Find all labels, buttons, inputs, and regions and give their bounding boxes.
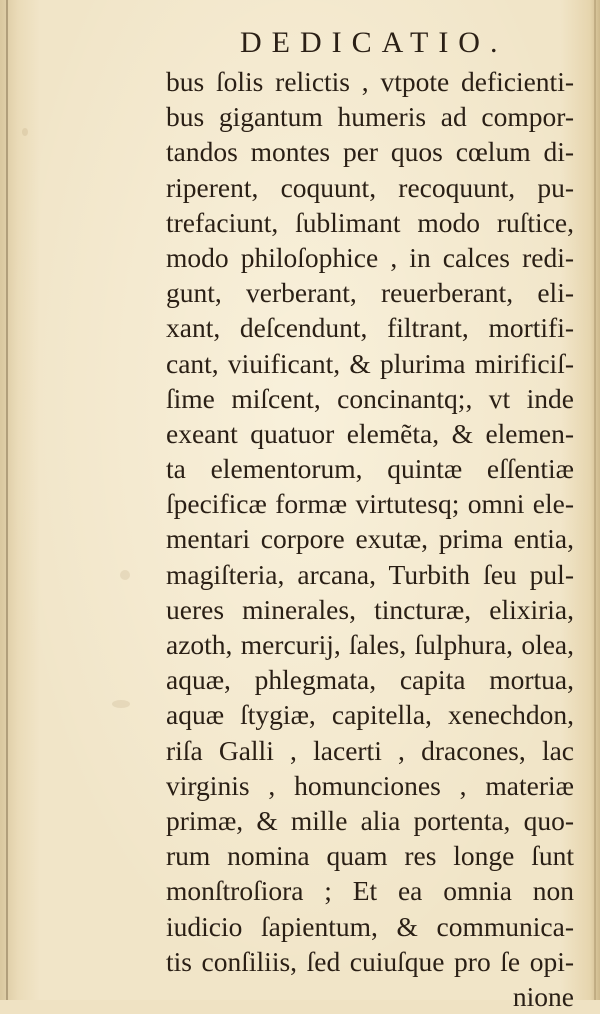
page-right-edge xyxy=(594,0,596,1000)
text-line: aquæ ſtygiæ, capitella, xenechdon, xyxy=(166,699,574,731)
text-line: cant, viuificant, & plurima mirificiſ- xyxy=(166,347,574,379)
text-line: ueres minerales, tincturæ, elixiria, xyxy=(166,593,574,625)
text-line: iudicio ſapientum, & communica- xyxy=(166,910,574,942)
text-line: bus gigantum humeris ad compor- xyxy=(166,101,574,133)
text-line: monſtroſiora ; Et ea omnia non xyxy=(166,875,574,907)
paper-stain xyxy=(22,128,28,136)
running-header: DEDICATIO. xyxy=(240,26,508,59)
text-line: azoth, mercurij, ſales, ſulphura, olea, xyxy=(166,629,574,660)
text-line: gunt, verberant, reuerberant, eli- xyxy=(166,277,574,309)
text-line: modo philoſophice , in calces redi- xyxy=(166,241,574,273)
text-line: ſime miſcent, concinantq;, vt inde xyxy=(166,382,574,414)
text-line: bus ſolis relictis , vtpote deficienti- xyxy=(166,66,574,97)
text-line: exeant quatuor elemẽta, & elemen- xyxy=(166,417,574,449)
text-line: tis conſiliis, ſed cuiuſque pro ſe opi- xyxy=(166,945,574,977)
text-line: ta elementorum, quintæ eſſentiæ xyxy=(166,453,574,485)
text-line: aquæ, phlegmata, capita mortua, xyxy=(166,664,574,696)
text-line: tandos montes per quos cœlum di- xyxy=(166,136,574,168)
text-line: rum nomina quam res longe ſunt xyxy=(166,840,574,872)
paper-stain xyxy=(120,570,130,580)
text-line: magiſteria, arcana, Turbith ſeu pul- xyxy=(166,558,574,590)
text-line: riſa Galli , lacerti , dracones, lac xyxy=(166,734,574,766)
paper-stain xyxy=(112,700,130,708)
text-line: mentari corpore exutæ, prima entia, xyxy=(166,523,574,555)
text-line: virginis , homunciones , materiæ xyxy=(166,769,574,801)
text-line-final: nione xyxy=(512,980,574,1012)
body-text xyxy=(166,64,574,1014)
text-line: trefaciunt, ſublimant modo ruſtice, xyxy=(166,206,574,238)
text-line: riperent, coquunt, recoquunt, pu- xyxy=(166,171,574,203)
text-line: ſpecificæ formæ virtutesq; omni ele- xyxy=(166,488,574,520)
page-gutter-edge xyxy=(6,0,8,1000)
text-line: xant, deſcendunt, filtrant, mortifi- xyxy=(166,312,574,344)
text-line: primæ, & mille alia portenta, quo- xyxy=(166,804,574,836)
